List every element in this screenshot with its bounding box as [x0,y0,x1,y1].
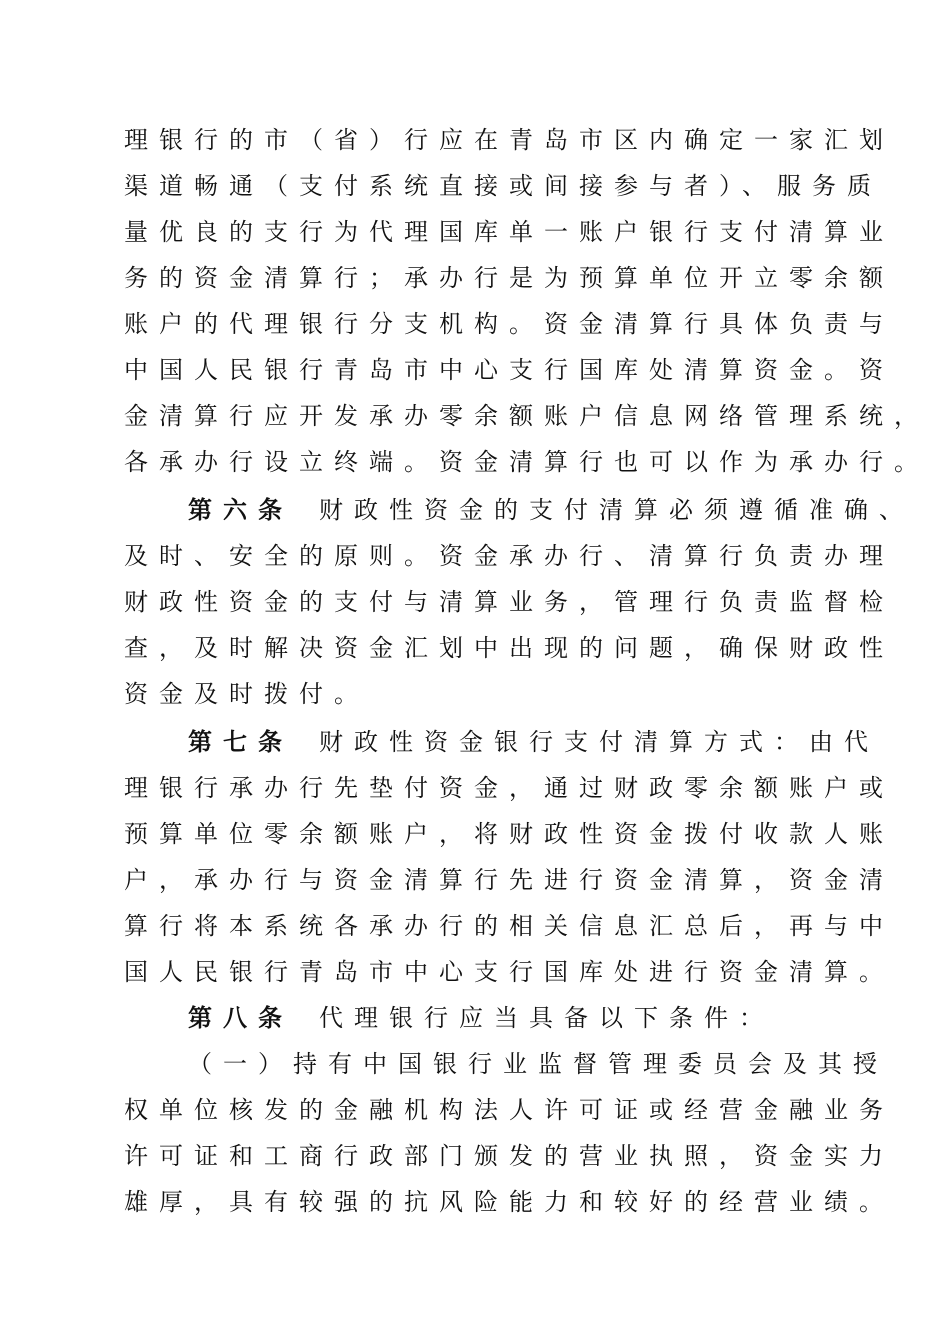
text-line: 查，及时解决资金汇划中出现的问题，确保财政性 [124,634,894,662]
text-line: 理银行的市（省）行应在青岛市区内确定一家汇划 [124,126,894,154]
article-8-heading: 第八条 [188,1003,293,1032]
text-line: 资金及时拨付。 [124,680,369,708]
text-line: 算行将本系统各承办行的相关信息汇总后，再与中 [124,912,894,940]
text-line: 预算单位零余额账户，将财政性资金拨付收款人账 [124,820,894,848]
article-8-first-line [188,996,832,1040]
text-line: 及时、安全的原则。资金承办行、清算行负责办理 [124,542,894,570]
text-line: 理银行承办行先垫付资金，通过财政零余额账户或 [124,774,894,802]
text-line: 务的资金清算行；承办行是为预算单位开立零余额 [124,264,894,292]
text-line: 量优良的支行为代理国库单一账户银行支付清算业 [124,218,894,246]
text-line: 户，承办行与资金清算行先进行资金清算，资金清 [124,866,894,894]
text-line: 账户的代理银行分支机构。资金清算行具体负责与 [124,310,894,338]
article-6-heading: 第六条 [188,495,293,524]
text-line: 中国人民银行青岛市中心支行国库处清算资金。资 [124,356,894,384]
text-line: 许可证和工商行政部门颁发的营业执照，资金实力 [124,1142,894,1170]
item-1-first-line: （一）持有中国银行业监督管理委员会及其授 [188,1050,888,1078]
text-line: 财政性资金的支付与清算业务，管理行负责监督检 [124,588,894,616]
article-7-heading: 第七条 [188,727,293,756]
article-6-first-line [188,488,914,532]
text-line: 渠道畅通（支付系统直接或间接参与者）、服务质 [124,172,882,200]
text-line: 雄厚，具有较强的抗风险能力和较好的经营业绩。 [124,1188,894,1216]
article-6-text: 财政性资金的支付清算必须遵循准确、 [319,496,914,524]
article-7-first-line [188,720,879,764]
text-line: 权单位核发的金融机构法人许可证或经营金融业务 [124,1096,894,1124]
text-line: 国人民银行青岛市中心支行国库处进行资金清算。 [124,958,894,986]
article-8-text: 代理银行应当具备以下条件： [319,1004,774,1032]
article-7-text: 财政性资金银行支付清算方式：由代 [319,728,879,756]
text-line: 金清算行应开发承办零余额账户信息网络管理系统， [124,402,929,430]
text-line: 各承办行设立终端。资金清算行也可以作为承办行。 [124,448,929,476]
